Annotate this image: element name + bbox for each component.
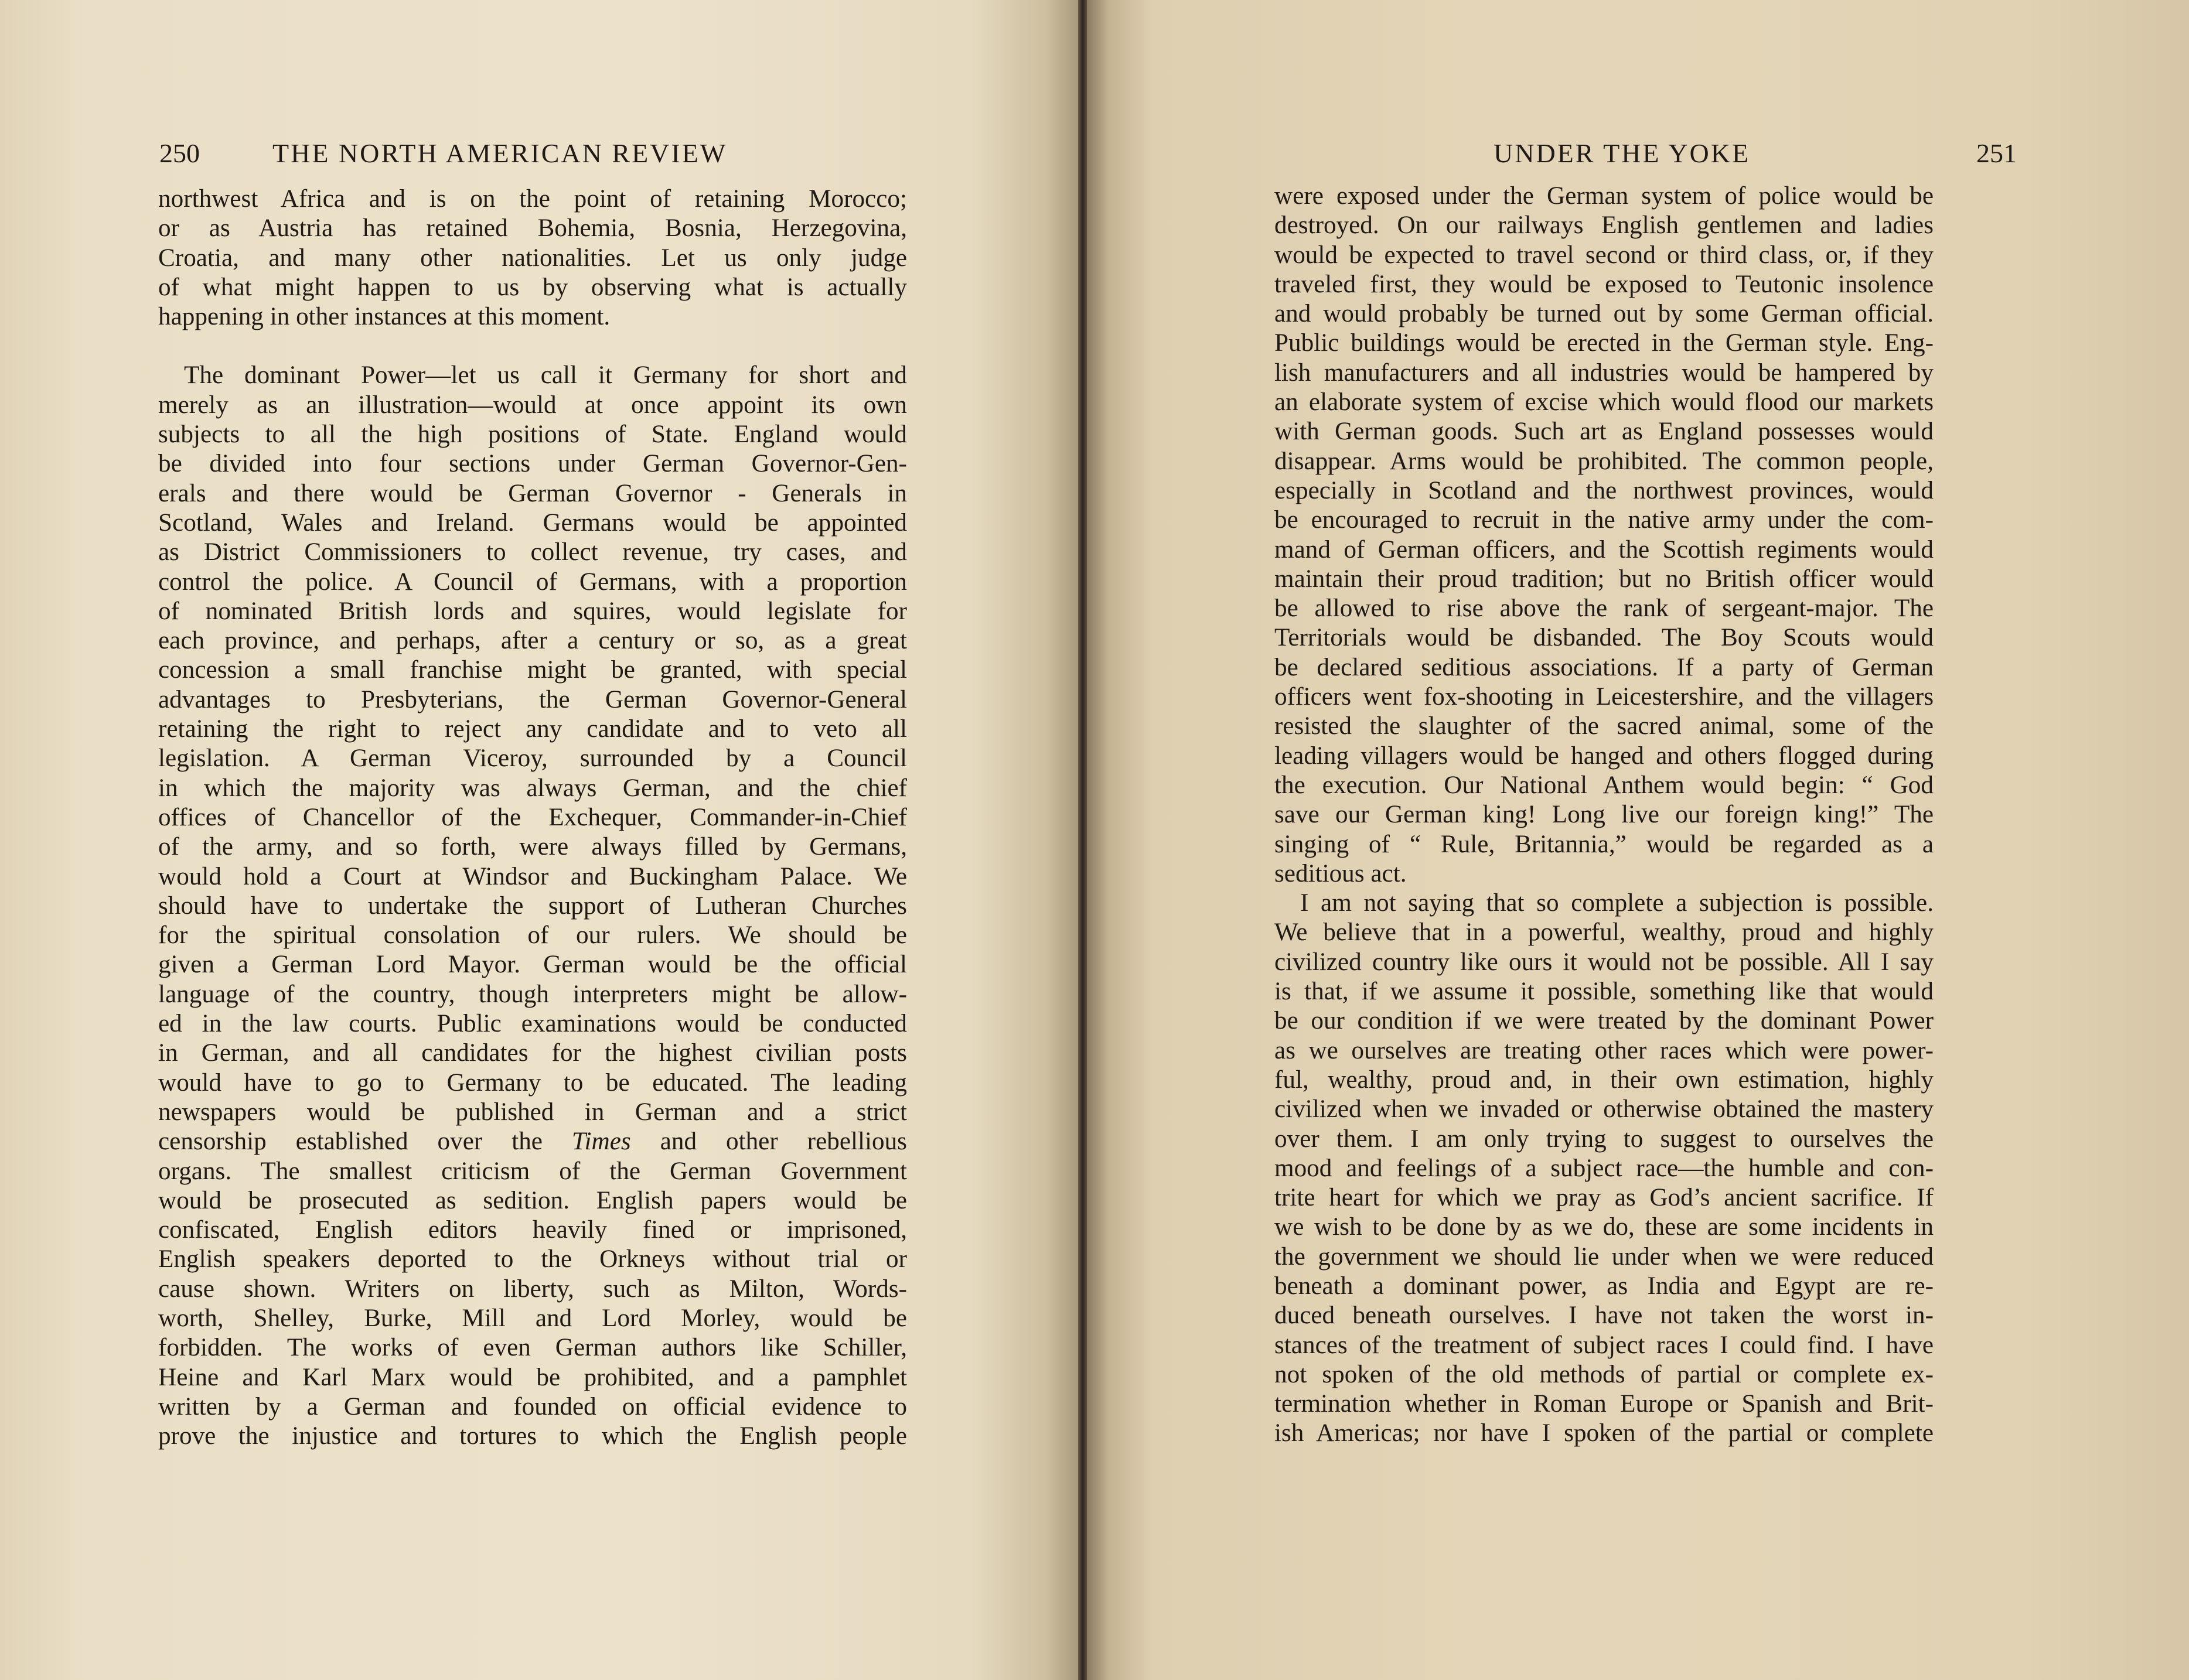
text-line: we wish to be done by as we do, these are some incidents in (1274, 1213, 1934, 1241)
text-line: Scotland, Wales and Ireland. Germans would be appointed (158, 508, 907, 537)
text-line: ish Americas; nor have I spoken of the partial or complete (1274, 1419, 1934, 1447)
text-line: advantages to Presbyterians, the German Governor-General (158, 685, 907, 713)
text-line: for the spiritual consolation of our rulers. We should be (158, 921, 907, 950)
left-page (0, 0, 1078, 1680)
text-line: happening in other instances at this moment. (158, 303, 611, 331)
text-line: in German, and all candidates for the highest civilian posts (158, 1039, 907, 1067)
text-line: maintain their proud tradition; but no British officer would (1274, 565, 1934, 593)
text-line: as District Commissioners to collect revenue, try cases, and (158, 538, 907, 566)
left-page-number: 250 (159, 138, 200, 168)
text-line: stances of the treatment of subject races I could find. I have (1274, 1331, 1934, 1359)
left-body-text (158, 185, 907, 1451)
text-line: or as Austria has retained Bohemia, Bosnia, Herzegovina, (158, 214, 907, 243)
text-line: destroyed. On our railways English gentlemen and ladies (1274, 211, 1934, 240)
text-line: retaining the right to reject any candidate and to veto all (158, 715, 907, 743)
text-line: written by a German and founded on official evidence to (158, 1392, 907, 1421)
text-line: ed in the law courts. Public examinations would be conducted (158, 1010, 907, 1038)
times-italic: Times (571, 1128, 631, 1156)
text-line: ful, wealthy, proud and, in their own estimation, highly (1274, 1066, 1934, 1094)
text-line: especially in Scotland and the northwest provinces, would (1274, 476, 1934, 504)
text-line: be our condition if we were treated by the dominant Power (1274, 1007, 1934, 1035)
text-line: given a German Lord Mayor. German would be the official (158, 951, 907, 979)
text-line: be allowed to rise above the rank of sergeant-major. The (1274, 595, 1934, 623)
text-line: traveled first, they would be exposed to Teutonic insolence (1274, 270, 1934, 298)
text-line: English speakers deported to the Orkneys without trial or (158, 1245, 907, 1273)
right-running-head: UNDER THE YOKE (1494, 138, 1751, 168)
text-line: mand of German officers, and the Scottish regiments would (1274, 535, 1934, 564)
text-line: subjects to all the high positions of State. England would (158, 421, 907, 449)
text-line: leading villagers would be hanged and others flogged during (1274, 742, 1934, 770)
text-line: save our German king! Long live our foreign king!” The (1274, 801, 1934, 829)
text-line: each province, and perhaps, after a century or so, as a great (158, 627, 907, 655)
text-line: is that, if we assume it possible, something like that would (1274, 978, 1934, 1006)
text-line: seditious act. (1274, 859, 1407, 887)
text-line: legislation. A German Viceroy, surrounded by a Council (158, 745, 907, 773)
paragraph-gap (158, 332, 907, 361)
text-line: of nominated British lords and squires, would legislate for (158, 597, 907, 625)
text-line: Public buildings would be erected in the German style. Eng- (1274, 329, 1934, 357)
left-paragraph-1 (158, 185, 907, 332)
times-line (158, 1127, 907, 1156)
text-line: as we ourselves are treating other races which were power- (1274, 1036, 1934, 1064)
text-line: Territorials would be disbanded. The Boy Scouts would (1274, 624, 1934, 652)
times-line-before: censorship established over the (158, 1128, 572, 1156)
text-line: I am not saying that so complete a subjection is possible. (1300, 889, 1934, 917)
text-line: singing of “ Rule, Britannia,” would be regarded as a (1274, 830, 1934, 858)
text-line: newspapers would be published in German and a strict (158, 1098, 907, 1126)
text-line: in which the majority was always German, and the chief (158, 774, 907, 802)
text-line: would have to go to Germany to be educated. The leading (158, 1068, 907, 1097)
text-line: confiscated, English editors heavily fined or imprisoned, (158, 1216, 907, 1244)
text-line: control the police. A Council of Germans, with a proportion (158, 568, 907, 596)
book-gutter (1078, 0, 1087, 1680)
text-line: We believe that in a powerful, wealthy, proud and highly (1274, 918, 1934, 947)
text-line: be encouraged to recruit in the native army under the com- (1274, 506, 1934, 534)
text-line: and would probably be turned out by some German official. (1274, 300, 1934, 328)
text-line: would be expected to travel second or third class, or, if they (1274, 241, 1934, 269)
right-body-text (1274, 182, 1934, 1449)
text-line: would hold a Court at Windsor and Buckingham Palace. We (158, 862, 907, 890)
text-line: be divided into four sections under German Governor-Gen- (158, 450, 907, 478)
text-line: merely as an illustration—would at once appoint its own (158, 391, 907, 419)
text-line: be declared seditious associations. If a party of German (1274, 653, 1934, 681)
text-line: the government we should lie under when we were reduced (1274, 1242, 1934, 1271)
text-line: over them. I am only trying to suggest to ourselves the (1274, 1125, 1934, 1153)
text-line: lish manufacturers and all industries would be hampered by (1274, 358, 1934, 387)
text-line: resisted the slaughter of the sacred animal, some of the (1274, 712, 1934, 740)
text-line: offices of Chancellor of the Exchequer, Commander-in-Chief (158, 803, 907, 831)
text-line: prove the injustice and tortures to which the English people (158, 1422, 907, 1450)
right-paragraph-1 (1274, 182, 1934, 889)
text-line: civilized when we invaded or otherwise obtained the mastery (1274, 1095, 1934, 1124)
text-line: disappear. Arms would be prohibited. The common people, (1274, 447, 1934, 475)
text-line: of the army, and so forth, were always filled by Germans, (158, 833, 907, 861)
right-page-number: 251 (1976, 138, 2017, 168)
text-line: northwest Africa and is on the point of retaining Morocco; (158, 185, 907, 213)
text-line: forbidden. The works of even German authors like Schiller, (158, 1334, 907, 1362)
text-line: termination whether in Roman Europe or Spanish and Brit- (1274, 1390, 1934, 1418)
text-line: officers went fox-shooting in Leicestershire, and the villagers (1274, 683, 1934, 711)
text-line: were exposed under the German system of police would be (1274, 182, 1934, 210)
text-line: an elaborate system of excise which would flood our markets (1274, 388, 1934, 416)
right-paragraph-2 (1274, 889, 1934, 1449)
text-line: worth, Shelley, Burke, Mill and Lord Morley, would be (158, 1304, 907, 1332)
text-line: would be prosecuted as sedition. English papers would be (158, 1186, 907, 1214)
text-line: concession a small franchise might be granted, with special (158, 656, 907, 684)
text-line: duced beneath ourselves. I have not taken the worst in- (1274, 1302, 1934, 1330)
text-line: not spoken of the old methods of partial or complete ex- (1274, 1360, 1934, 1388)
left-running-head: THE NORTH AMERICAN REVIEW (272, 138, 728, 168)
text-line: beneath a dominant power, as India and Egypt are re- (1274, 1272, 1934, 1300)
text-line: language of the country, though interpreters might be allow- (158, 980, 907, 1008)
text-line: organs. The smallest criticism of the German Government (158, 1157, 907, 1185)
right-page (1087, 0, 2189, 1680)
text-line: should have to undertake the support of Lutheran Churches (158, 892, 907, 920)
text-line: Croatia, and many other nationalities. Let us only judge (158, 244, 907, 272)
text-line: mood and feelings of a subject race—the humble and con- (1274, 1154, 1934, 1182)
left-paragraph-2 (158, 361, 907, 1127)
left-paragraph-2-tail (158, 1157, 907, 1452)
text-line: of what might happen to us by observing what is actually (158, 273, 907, 301)
text-line: The dominant Power—let us call it Germany for short and (184, 361, 907, 390)
text-line: civilized country like ours it would not be possible. All I say (1274, 948, 1934, 976)
text-line: erals and there would be German Governor - Generals in (158, 479, 907, 507)
text-line: trite heart for which we pray as God’s ancient sacrifice. If (1274, 1184, 1934, 1212)
text-line: with German goods. Such art as England possesses would (1274, 418, 1934, 446)
text-line: cause shown. Writers on liberty, such as Milton, Words- (158, 1275, 907, 1303)
text-line: the execution. Our National Anthem would begin: “ God (1274, 771, 1934, 799)
times-line-after: and other rebellious (630, 1128, 907, 1156)
text-line: Heine and Karl Marx would be prohibited, and a pamphlet (158, 1363, 907, 1391)
